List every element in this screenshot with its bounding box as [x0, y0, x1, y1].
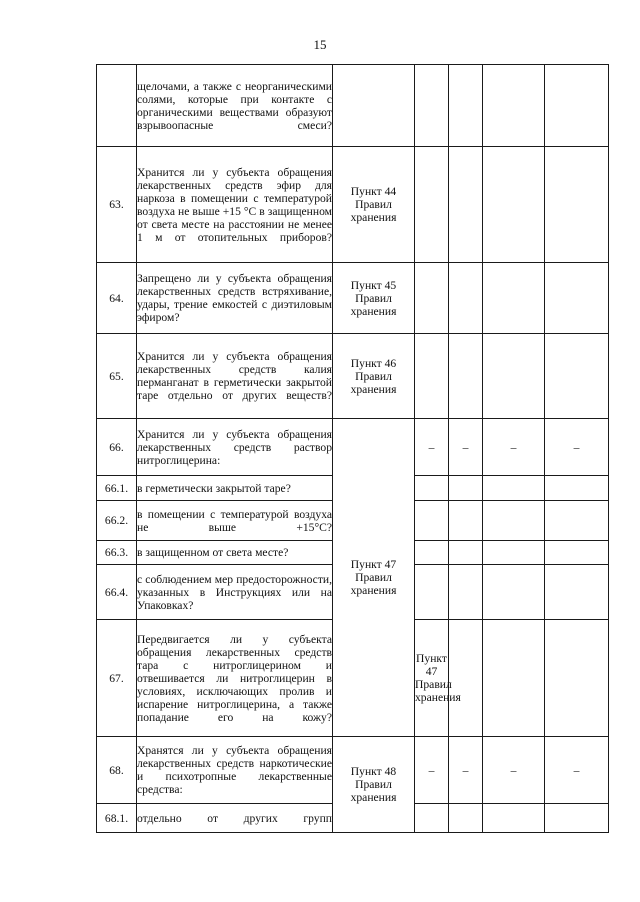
answer-cell: [545, 263, 609, 334]
answer-cell: [483, 565, 545, 620]
question-text: Хранятся ли у субъекта обращения лекарственных средств наркотические и психотропные лекарственные средства:: [137, 737, 333, 804]
row-number: 65.: [97, 334, 137, 419]
answer-cell: [483, 501, 545, 541]
answer-cell: [415, 476, 449, 501]
answer-cell: [449, 541, 483, 565]
answer-cell: [545, 541, 609, 565]
answer-cell: [415, 501, 449, 541]
answer-cell: [415, 334, 449, 419]
answer-cell: [415, 541, 449, 565]
table-row: [97, 263, 609, 334]
answer-cell: [415, 263, 449, 334]
row-number: 66.4.: [97, 565, 137, 620]
checklist-table: [96, 64, 609, 833]
dash-mark: –: [415, 419, 449, 476]
question-text: отдельно от других групп: [137, 804, 333, 833]
answer-cell: [449, 501, 483, 541]
dash-mark: –: [415, 737, 449, 804]
table-row: [97, 65, 609, 147]
dash-mark: –: [483, 737, 545, 804]
table-row: [97, 419, 609, 476]
question-text: Хранится ли у субъекта обращения лекарственных средств эфир для наркоза в помещении с температурой воздуха не выше +15 °С в защищенном от света месте на расстоянии не менее 1 м от отопительных приборов?: [137, 147, 333, 263]
answer-cell: [483, 334, 545, 419]
row-number: 67.: [97, 620, 137, 737]
row-number: 68.: [97, 737, 137, 804]
answer-cell: [449, 476, 483, 501]
answer-cell: [449, 565, 483, 620]
answer-cell: [545, 476, 609, 501]
answer-cell: [449, 334, 483, 419]
row-number: 66.1.: [97, 476, 137, 501]
page-number: 15: [313, 37, 327, 52]
reference-cell: Пункт 47 Правил хранения: [415, 620, 449, 737]
reference-cell: Пункт 45 Правил хранения: [333, 263, 415, 334]
answer-cell: [415, 565, 449, 620]
row-number: [97, 65, 137, 147]
answer-cell: [483, 476, 545, 501]
row-number: 66.: [97, 419, 137, 476]
answer-cell: [483, 620, 545, 737]
answer-cell: [545, 501, 609, 541]
answer-cell: [483, 541, 545, 565]
answer-cell: [415, 804, 449, 833]
table-row: [97, 334, 609, 419]
dash-mark: –: [449, 737, 483, 804]
answer-cell: [415, 147, 449, 263]
answer-cell: [483, 804, 545, 833]
question-text: в помещении с температурой воздуха не выше +15°С?: [137, 501, 333, 541]
dash-mark: –: [449, 419, 483, 476]
answer-cell: [545, 804, 609, 833]
row-number: 66.2.: [97, 501, 137, 541]
question-text: в защищенном от света месте?: [137, 541, 333, 565]
answer-cell: [449, 147, 483, 263]
row-number: 68.1.: [97, 804, 137, 833]
answer-cell: [449, 804, 483, 833]
table-row: [97, 737, 609, 804]
answer-cell: [449, 263, 483, 334]
row-number: 66.3.: [97, 541, 137, 565]
question-text: Запрещено ли у субъекта обращения лекарственных средств встряхивание, удары, трение емкостей с диэтиловым эфиром?: [137, 263, 333, 334]
answer-cell: [483, 65, 545, 147]
answer-cell: [545, 147, 609, 263]
answer-cell: [483, 263, 545, 334]
answer-cell: [449, 65, 483, 147]
dash-mark: –: [483, 419, 545, 476]
answer-cell: [415, 65, 449, 147]
answer-cell: [483, 147, 545, 263]
question-text: Передвигается ли у субъекта обращения лекарственных средств тара с нитроглицерином и отвешивается ли нитроглицерин в условиях, исключающих пролив и испарение нитроглицерина, а также попадание его на кожу?: [137, 620, 333, 737]
table-row: [97, 147, 609, 263]
reference-cell: Пункт 44 Правил хранения: [333, 147, 415, 263]
dash-mark: –: [545, 737, 609, 804]
reference-cell: [333, 65, 415, 147]
question-text: с соблюдением мер предосторожности, указанных в Инструкциях или на Упаковках?: [137, 565, 333, 620]
question-text: щелочами, а также с неорганическими солями, которые при контакте с органическими веществами образуют взрывоопасные смеси?: [137, 65, 333, 147]
row-number: 63.: [97, 147, 137, 263]
reference-cell: Пункт 46 Правил хранения: [333, 334, 415, 419]
row-number: 64.: [97, 263, 137, 334]
question-text: в герметически закрытой таре?: [137, 476, 333, 501]
reference-cell: Пункт 48 Правил хранения: [333, 737, 415, 833]
answer-cell: [545, 565, 609, 620]
answer-cell: [545, 620, 609, 737]
question-text: Хранится ли у субъекта обращения лекарственных средств калия перманганат в герметически закрытой таре отдельно от других веществ?: [137, 334, 333, 419]
dash-mark: –: [545, 419, 609, 476]
question-text: Хранится ли у субъекта обращения лекарственных средств раствор нитроглицерина:: [137, 419, 333, 476]
answer-cell: [545, 65, 609, 147]
answer-cell: [545, 334, 609, 419]
answer-cell: [449, 620, 483, 737]
reference-cell: Пункт 47 Правил хранения: [333, 419, 415, 737]
